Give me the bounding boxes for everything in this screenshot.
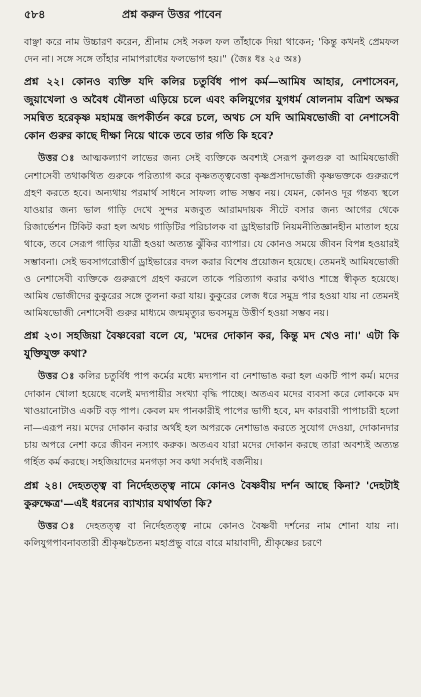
page-number: ৫৮৪	[24, 8, 46, 21]
question-23-text: সহজিয়া বৈষ্ণবেরা বলে যে, 'মদের দোকান কর, কিন্তু মদ খেও না।' এটা কি যুক্তিযুক্ত কথা?	[24, 330, 399, 361]
question-24-text: দেহতত্ত্ব বা নির্দেহতত্ত্ব নামে কোনও বৈষ্ণবীয় দর্শন আছে কিনা? 'দেহটাই কুরুক্ষেত্র'—এই ধরনের ব্যাখ্যার যথার্থতা কি?	[24, 479, 399, 510]
question-23	[24, 327, 399, 363]
answer-24	[24, 518, 399, 552]
answer-24-text: দেহতত্ত্ব বা নির্দেহতত্ত্ব নামে কোনও বৈষ্ণবী দর্শনের নাম শোনা যায় না। কলিযুগপাবনাবতারী শ্রীকৃষ্ণচৈতন্য মহাপ্রভু বারে বারে মায়াবাদী, শ্রীকৃষ্ণের চরণে	[24, 520, 399, 549]
question-22-label: প্রশ্ন ২২।	[24, 76, 64, 89]
question-22	[24, 73, 399, 145]
intro-paragraph	[24, 34, 399, 68]
intro-citation: (জৈঃ ধঃ ২৫ অঃ)	[230, 54, 302, 66]
question-24-label: প্রশ্ন ২৪।	[24, 479, 62, 492]
answer-22-label: উত্তর ঃ	[38, 153, 77, 165]
running-title: প্রশ্ন করুন উত্তর পাবেন	[122, 8, 222, 21]
question-24	[24, 477, 399, 513]
intro-text: বাঞ্ছা করে নাম উচ্চারণ করেন, শ্রীনাম সেই সকল ফল তাঁহাকে দিয়া থাকেন; 'কিন্তু কখনই প্রেমফল দেন না। সঙ্গে সঙ্গে তাঁহার নামাপরাধের ফলভোগ হয়।"	[24, 37, 399, 66]
answer-22-text: আত্মকল্যাণ লাভের জন্য সেই ব্যক্তিকে অবশ্যই সেরূপ কুলগুরু বা আমিষভোজী নেশাসেবী তথাকথিত গুরুকে পরিত্যাগ করে কৃষ্ণতত্ত্ববেত্তা কৃষ্ণপ্রসাদভোজী কৃষ্ণভক্তকে গুরুরূপে গ্রহণ করতে হবে। অন্যথায় পরমার্থ সাধনে সাফল্য লাভ সম্ভব নয়। যেমন, কোনও দূর গন্তব্য স্থলে যাওয়ার জন্য ভাল গাড়ি দেখে সুন্দর মজবুত আরামদায়ক সীটে বসার জন্য আগের থেকে রিজার্ভেশন টিকিট করা হল অথচ গাড়িটির পরিচালক বা ড্রাইভারটি নিয়মনীতিজ্ঞানহীন মাতাল হয়ে থাকে, তবে সেরূপ গাড়ির যাত্রী হওয়া অত্যন্ত ঝুঁকির ব্যাপার। যে কোনও সময়ে জীবন বিপন্ন হওয়ারই সম্ভাবনা। সেই ভবসাগরোত্তীর্ণ ড্রাইভারের বদল করার বিশেষ প্রয়োজন হয়েছে। তেমনই আমিষভোজী ও নেশাসেবী ব্যক্তিকে গুরুরূপে গ্রহণ করলে তাকে পরিত্যাগ করার কথাও শাস্ত্রে স্বীকৃত হয়েছে। আমিষ ভোজীদের কুকুরের সঙ্গে তুলনা করা যায়। কুকুরের লেজ ধরে সমুদ্র পার হওয়া যায় না তেমনই আমিষভোজী নেশাসেবী গুরুর মাধ্যমে জন্মমৃত্যুর ভবসমুদ্র উত্তীর্ণ হওয়া সম্ভব নয়।	[24, 153, 399, 320]
question-23-label: প্রশ্ন ২৩।	[24, 330, 62, 343]
answer-23	[24, 368, 399, 471]
answer-23-text: কলির চতুর্বিধ পাপ কর্মের মধ্যে মদ্যপান বা নেশাভাঙ করা হল একটি পাপ কর্ম। মদের দোকান খোলা হয়েছে বলেই মদ্যপায়ীর সংখ্যা বৃদ্ধি পাচ্ছে। অতএব মদের ব্যবসা করে লোককে মদ খাওয়ানোটাও একটি বড় পাপ। কেবল মদ পানকারীই পাপের ভাগী হবে, মদ কারবারী পাপাচারী হলো না—এরূপ নয়। মদের দোকান করার অর্থই হল অপরকে নেশাভাঙ করতে সুযোগ দেওয়া, দোকানদার চায় অপরে নেশা করে জীবন নস্যাৎ করুক। অতএব যারা মদের দোকান করছে তারা অবশ্যই অত্যন্ত গর্হিত কর্ম করছে। সহজিয়াদের মনগড়া সব কথা সর্বদাই বর্জনীয়।	[24, 371, 399, 469]
page-header	[24, 6, 399, 26]
page-content	[24, 34, 399, 552]
question-22-text: কোনও ব্যক্তি যদি কলির চতুর্বিধ পাপ কর্ম—আমিষ আহার, নেশাসেবন, জুয়াখেলা ও অবৈধ যৌনতা এড়িয়ে চলে এবং কলিযুগের যুগধর্ম ষোলনাম বত্রিশ অক্ষর সমন্বিত হরেকৃষ্ণ মহামন্ত্র জপকীর্তন করে চলে, অথচ সে যদি আমিষভোজী বা নেশাসেবী কোন গুরুর কাছে দীক্ষা নিয়ে থাকে তবে তার গতি কি হবে?	[24, 76, 399, 143]
answer-24-label: উত্তর ঃ	[38, 520, 79, 532]
answer-22	[24, 150, 399, 322]
answer-23-label: উত্তর ঃ	[38, 371, 75, 383]
